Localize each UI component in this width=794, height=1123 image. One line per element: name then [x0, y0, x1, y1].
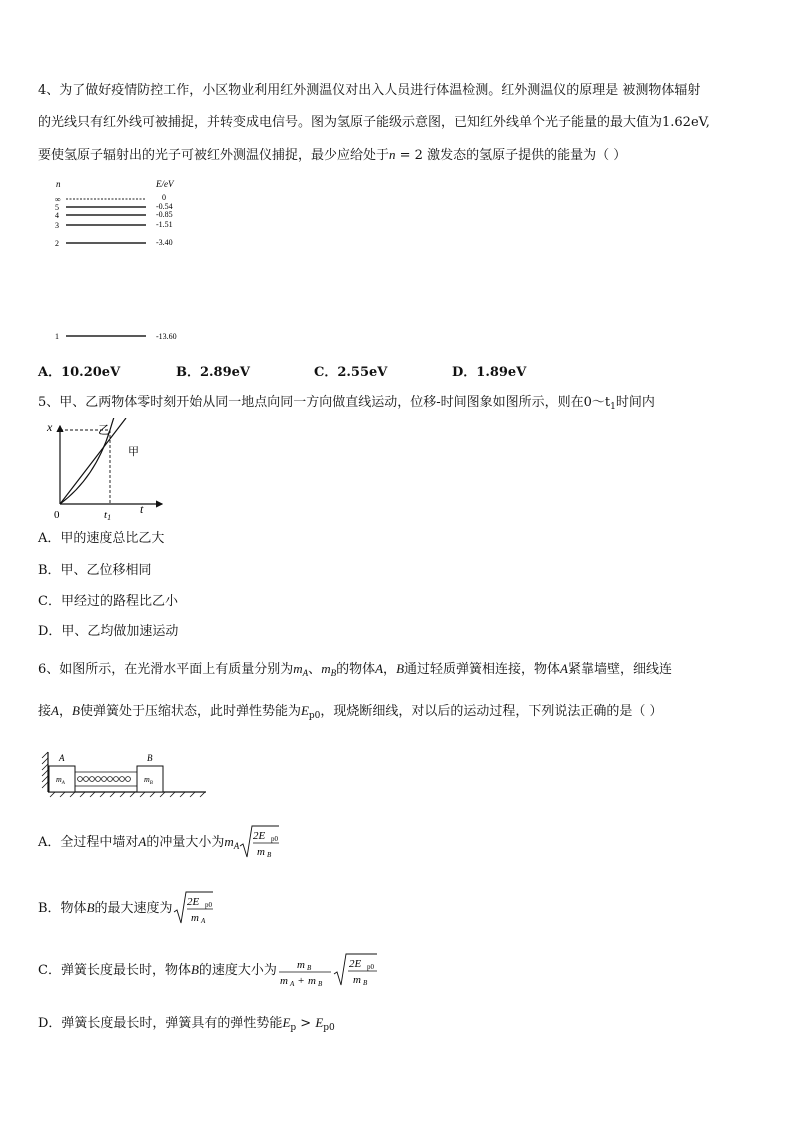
- svg-text:A: A: [289, 979, 295, 988]
- block-a-label: A: [59, 753, 65, 763]
- svg-text:B: B: [306, 963, 312, 972]
- svg-text:B: B: [362, 979, 368, 987]
- svg-text:2E: 2E: [253, 830, 266, 842]
- q6-line-1: 6、如图所示，在光滑水平面上有质量分别为$m_A$、$m_B$的物体A，B通过轻质弹簧相连接，物体A紧靠墙壁，细线连: [38, 661, 672, 678]
- jia-line: [60, 418, 126, 504]
- spring-coil: [78, 777, 131, 782]
- svg-text:m: m: [307, 974, 316, 987]
- q4-option-d[interactable]: D．1.89eV: [452, 365, 527, 380]
- block-b-mass: $m_B$: [144, 775, 153, 786]
- n-axis-label: n: [56, 179, 61, 189]
- svg-text:2E: 2E: [186, 896, 199, 908]
- energy-level-diagram: [40, 175, 220, 350]
- sqrt-2ep0-over-mb-c: [333, 951, 377, 991]
- level-5-energy: -0.54: [156, 202, 173, 211]
- svg-text:B: B: [317, 979, 323, 988]
- block-a-mass: $m_A$: [56, 775, 65, 786]
- svg-text:m: m: [352, 974, 361, 986]
- q4-option-c[interactable]: C．2.55eV: [314, 365, 388, 380]
- block-b: [137, 766, 163, 792]
- level-2-energy: -3.40: [156, 238, 173, 247]
- mass-ratio-fraction: [277, 953, 333, 989]
- floor-hatching: [50, 792, 205, 797]
- q4-line-1: 4、为了做好疫情防控工作，小区物业利用红外测温仪对出入人员进行体温检测。红外测温仪的原理是 被测物体辐射: [38, 83, 701, 98]
- q5-option-c[interactable]: C．甲经过的路程比乙小: [38, 594, 178, 609]
- energy-axis-label: E/eV: [156, 179, 174, 189]
- q5-option-d[interactable]: D．甲、乙均做加速运动: [38, 624, 179, 639]
- block-b-label: B: [147, 753, 153, 763]
- svg-text:m: m: [296, 958, 305, 971]
- level-4-n: 4: [55, 211, 59, 220]
- t1-label: t1: [104, 509, 112, 522]
- q5-stem: 5、甲、乙两物体零时刻开始从同一地点向同一方向做直线运动，位移-时间图象如图所示，则在$0\sim t_1$时间内: [38, 395, 655, 412]
- q5-option-a[interactable]: A．甲的速度总比乙大: [38, 531, 165, 546]
- level-inf-n: ∞: [55, 195, 61, 204]
- origin-label: 0: [54, 509, 60, 521]
- level-5-n: 5: [55, 203, 59, 212]
- svg-text:m: m: [190, 912, 199, 924]
- q6-option-d[interactable]: D．弹簧长度最长时，弹簧具有的弹性势能$E_p > E_{p0}$: [38, 1015, 335, 1033]
- yi-label: 乙: [98, 423, 111, 437]
- svg-text:2E: 2E: [348, 958, 362, 970]
- wall-hatching: [42, 752, 48, 788]
- svg-text:m: m: [279, 974, 288, 987]
- svg-text:+: +: [297, 974, 305, 987]
- jia-label: 甲: [128, 446, 139, 458]
- x-axis-label: x: [47, 420, 53, 434]
- level-4-energy: -0.85: [156, 210, 173, 219]
- level-1-n: 1: [55, 332, 59, 341]
- q6-line-2: 接A，B使弹簧处于压缩状态，此时弹性势能为$E_{p0}$，现烧断细线，对以后的运动过程，下列说法正确的是（ ）: [38, 703, 663, 721]
- q5-option-b[interactable]: B．甲、乙位移相同: [38, 563, 152, 578]
- block-a: [49, 766, 75, 792]
- q4-option-a[interactable]: A．10.20eV: [38, 365, 121, 380]
- q6-option-a[interactable]: A．全过程中墙对A的冲量大小为$m_A$ 2E p0 m B: [38, 822, 279, 866]
- level-2-n: 2: [55, 239, 59, 248]
- svg-text:p0: p0: [366, 963, 374, 971]
- level-inf-energy: 0: [162, 193, 166, 202]
- q6-option-b[interactable]: B．物体B的最大速度为 2E p0 m A: [38, 888, 213, 929]
- svg-text:p0: p0: [271, 835, 279, 843]
- sqrt-2ep0-over-mb: [239, 823, 279, 863]
- t-axis-label: t: [140, 502, 144, 516]
- svg-text:B: B: [267, 851, 272, 859]
- level-1-energy: -13.60: [156, 332, 177, 341]
- level-3-energy: -1.51: [156, 220, 173, 229]
- svg-text:p0: p0: [204, 901, 212, 909]
- q4-line-2: 的光线只有红外线可被捕捉，并转变成电信号。图为氢原子能级示意图，已知红外线单个光子能量的最大值为1.62eV,: [38, 115, 710, 130]
- q4-option-b[interactable]: B．2.89eV: [176, 365, 251, 380]
- svg-text:m: m: [257, 846, 266, 858]
- spring-block-figure: [40, 748, 210, 798]
- q6-option-c[interactable]: C．弹簧长度最长时，物体B的速度大小为 m B m A + m B 2E p0 m B: [38, 950, 377, 991]
- xt-graph: [40, 418, 170, 523]
- q4-line-3: 要使氢原子辐射出的光子可被红外测温仪捕捉，最少应给处于n = 2 激发态的氢原子提供的能量为（ ）: [38, 147, 627, 163]
- svg-text:A: A: [200, 917, 205, 925]
- sqrt-2ep0-over-ma: [173, 889, 213, 929]
- level-3-n: 3: [55, 221, 59, 230]
